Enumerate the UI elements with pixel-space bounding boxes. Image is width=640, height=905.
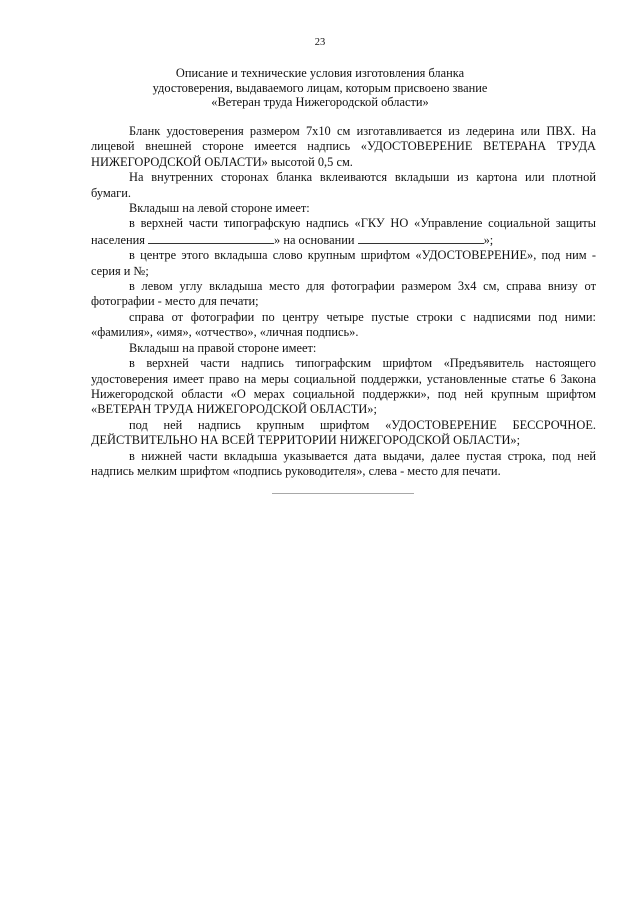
left-insert-closing-text: »; xyxy=(483,232,494,247)
paragraph-left-insert-top xyxy=(91,216,596,248)
paragraph-left-insert-lines: справа от фотографии по центру четыре пустые строки с надписями под ними: «фамилия», «имя», «отчество», «личная подпись». xyxy=(91,309,596,340)
paragraph-left-insert-heading: Вкладыш на левой стороне имеет: xyxy=(129,201,310,216)
paragraph-right-insert-heading: Вкладыш на правой стороне имеет: xyxy=(129,340,317,355)
paragraph-left-insert-photo: в левом углу вкладыша место для фотографии размером 3х4 см, справа внизу от фотографии - место для печати; xyxy=(91,279,596,309)
blank-line-basis xyxy=(358,232,484,244)
left-insert-top-text: в верхней части типографскую надпись «ГКУ НО «Управление социальной защиты населения xyxy=(91,216,596,247)
paragraph-right-insert-top: в верхней части надпись типографским шрифтом «Предъявитель настоящего удостоверения имеет право на меры социальной поддержки, установленные статье 6 Закона Нижегородской области «О мерах социальной поддержки», под ней крупным шрифтом «ВЕТЕРАН ТРУДА НИЖЕГОРОДСКОЙ ОБЛАСТИ»; xyxy=(91,356,596,417)
document-body xyxy=(91,124,596,479)
title-line-1: Описание и технические условия изготовления бланка xyxy=(175,66,465,80)
title-line-3: «Ветеран труда Нижегородской области» xyxy=(211,95,429,110)
paragraph-right-insert-validity: под ней надпись крупным шрифтом «УДОСТОВЕРЕНИЕ БЕССРОЧНОЕ. ДЕЙСТВИТЕЛЬНО НА ВСЕЙ ТЕРРИТОРИИ НИЖЕГОРОДСКОЙ ОБЛАСТИ»; xyxy=(91,417,596,448)
paragraph-inner-sides: На внутренних сторонах бланка вклеиваются вкладыши из картона или плотной бумаги. xyxy=(91,170,596,200)
page-number: 23 xyxy=(314,37,326,48)
title-line-2: удостоверения, выдаваемого лицам, которым присвоено звание xyxy=(152,80,488,95)
paragraph-left-insert-center: в центре этого вкладыша слово крупным шрифтом «УДОСТОВЕРЕНИЕ», под ним - серия и №; xyxy=(91,248,596,278)
paragraph-blank-description: Бланк удостоверения размером 7х10 см изготавливается из ледерина или ПВХ. На лицевой внешней стороне имеется надпись «УДОСТОВЕРЕНИЕ ВЕТЕРАНА ТРУДА НИЖЕГОРОДСКОЙ ОБЛАСТИ» высотой 0,5 см. xyxy=(91,124,596,169)
document-title xyxy=(150,66,490,110)
paragraph-right-insert-bottom: в нижней части вкладыша указывается дата выдачи, далее пустая строка, под ней надпись мелким шрифтом «подпись руководителя», слева - место для печати. xyxy=(91,448,596,478)
blank-line-authority xyxy=(148,232,274,244)
separator-line xyxy=(272,493,414,494)
left-insert-basis-text: » на основании xyxy=(274,232,358,247)
